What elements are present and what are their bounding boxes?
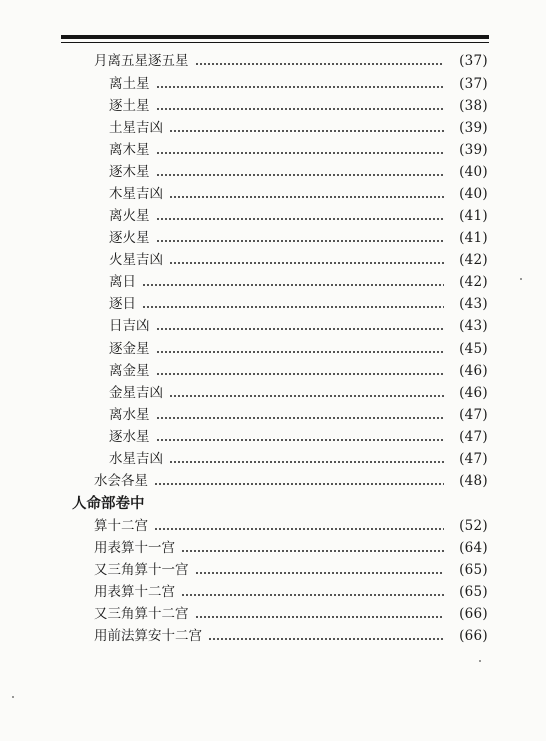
toc-entry[interactable] (0, 338, 546, 360)
toc-entry-page: (47) (459, 407, 488, 423)
toc-entry-page: (48) (459, 473, 488, 489)
toc-entry-label: 逐土星 (109, 98, 150, 114)
top-rule-thick (61, 35, 489, 39)
toc-entry[interactable] (0, 293, 546, 315)
dot-leader (169, 183, 444, 205)
toc-entry-label: 离火星 (109, 208, 150, 224)
toc-entry-page: (43) (459, 318, 488, 334)
toc-entry-label: 木星吉凶 (109, 186, 163, 202)
toc-entry[interactable] (0, 625, 546, 647)
toc-entry-page: (47) (459, 429, 488, 445)
toc-entry-page: (41) (459, 230, 488, 246)
dot-leader (169, 448, 444, 470)
dot-leader (154, 470, 444, 492)
toc-entry[interactable] (0, 95, 546, 117)
toc-entry[interactable] (0, 139, 546, 161)
toc-entry[interactable] (0, 515, 546, 537)
dot-leader (156, 315, 445, 337)
dot-leader (181, 581, 444, 603)
toc-entry-label: 日吉凶 (109, 318, 150, 334)
dot-leader (169, 382, 444, 404)
dot-leader (154, 515, 444, 537)
dot-leader (156, 338, 445, 360)
toc-entry[interactable] (0, 227, 546, 249)
toc-entry-label: 金星吉凶 (109, 385, 163, 401)
toc-entry-label: 月离五星逐五星 (94, 53, 189, 69)
toc-entry-page: (38) (459, 98, 488, 114)
dot-leader (156, 227, 445, 249)
toc-entry[interactable] (0, 183, 546, 205)
dot-leader (195, 559, 445, 581)
toc-entry-label: 离水星 (109, 407, 150, 423)
toc-entry-page: (46) (459, 363, 488, 379)
toc-entry-label: 逐金星 (109, 341, 150, 357)
toc-entry[interactable] (0, 559, 546, 581)
toc-entry[interactable] (0, 117, 546, 139)
toc-entry-page: (66) (459, 628, 488, 644)
toc-entry[interactable] (0, 470, 546, 492)
toc-entry-page: (66) (459, 606, 488, 622)
toc-entry-label: 用表算十一宫 (94, 540, 175, 556)
toc-entry-label: 水会各星 (94, 473, 148, 489)
dot-leader (156, 95, 445, 117)
toc-entry-page: (64) (459, 540, 488, 556)
scan-speck (520, 278, 522, 280)
toc-entry[interactable] (0, 426, 546, 448)
toc-entry-page: (52) (459, 518, 488, 534)
dot-leader (195, 603, 445, 625)
dot-leader (156, 205, 445, 227)
toc-entry-label: 火星吉凶 (109, 252, 163, 268)
scan-speck (12, 696, 14, 698)
toc-entry-page: (39) (459, 142, 488, 158)
toc-entry[interactable] (0, 581, 546, 603)
toc-entry-page: (39) (459, 120, 488, 136)
toc-entry-page: (41) (459, 208, 488, 224)
toc-entry[interactable] (0, 205, 546, 227)
toc-entry-label: 离木星 (109, 142, 150, 158)
dot-leader (156, 73, 445, 95)
toc-entry[interactable] (0, 382, 546, 404)
dot-leader (156, 404, 445, 426)
toc-entry-label: 逐日 (109, 296, 136, 312)
toc-entry[interactable] (0, 448, 546, 470)
dot-leader (156, 360, 445, 382)
toc-entry-page: (37) (459, 76, 488, 92)
toc-entry-page: (65) (459, 562, 488, 578)
toc-entry-page: (46) (459, 385, 488, 401)
toc-entry-page: (40) (459, 186, 488, 202)
toc-entry-page: (42) (459, 252, 488, 268)
section-heading: 人命部卷中 (72, 495, 145, 512)
toc-entry[interactable] (0, 315, 546, 337)
toc-entry-label: 用表算十二宫 (94, 584, 175, 600)
toc-entry-label: 离金星 (109, 363, 150, 379)
dot-leader (156, 139, 445, 161)
toc-entry-label: 逐火星 (109, 230, 150, 246)
toc-entry[interactable] (0, 271, 546, 293)
dot-leader (156, 161, 445, 183)
toc-entry[interactable] (0, 50, 546, 72)
dot-leader (142, 293, 444, 315)
dot-leader (195, 50, 445, 72)
dot-leader (169, 249, 444, 271)
toc-entry[interactable] (0, 537, 546, 559)
toc-entry[interactable] (0, 73, 546, 95)
toc-entry-label: 算十二宫 (94, 518, 148, 534)
toc-entry-label: 又三角算十二宫 (94, 606, 189, 622)
dot-leader (208, 625, 444, 647)
dot-leader (169, 117, 444, 139)
toc-entry-page: (37) (459, 53, 488, 69)
scan-speck (479, 660, 481, 662)
dot-leader (142, 271, 444, 293)
toc-entry-label: 又三角算十一宫 (94, 562, 189, 578)
toc-entry-page: (65) (459, 584, 488, 600)
toc-entry-page: (42) (459, 274, 488, 290)
toc-entry[interactable] (0, 249, 546, 271)
toc-entry[interactable] (0, 603, 546, 625)
toc-entry[interactable] (0, 161, 546, 183)
toc-entry-label: 逐水星 (109, 429, 150, 445)
toc-entry-page: (40) (459, 164, 488, 180)
dot-leader (181, 537, 444, 559)
toc-entry-label: 逐木星 (109, 164, 150, 180)
toc-entry-label: 土星吉凶 (109, 120, 163, 136)
toc-entry-page: (45) (459, 341, 488, 357)
dot-leader (156, 426, 445, 448)
toc-entry-label: 用前法算安十二宫 (94, 628, 202, 644)
toc-entry-page: (43) (459, 296, 488, 312)
toc-entry-label: 水星吉凶 (109, 451, 163, 467)
toc-entry[interactable] (0, 404, 546, 426)
toc-entry-label: 离土星 (109, 76, 150, 92)
toc-entry[interactable] (0, 360, 546, 382)
toc-entry-label: 离日 (109, 274, 136, 290)
toc-entry-page: (47) (459, 451, 488, 467)
top-rule-thin (61, 42, 489, 43)
